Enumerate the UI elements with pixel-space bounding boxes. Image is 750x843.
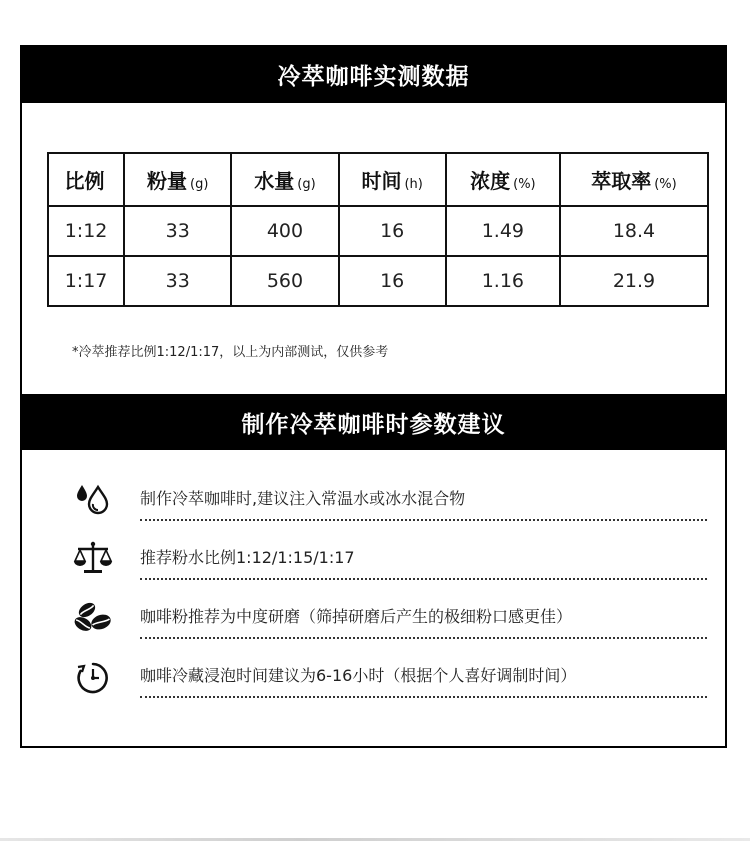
dotted-divider: [140, 696, 707, 698]
table-header-row: [48, 153, 708, 206]
table-cell: 16: [339, 206, 446, 256]
test-note: *冷萃推荐比例1:12/1:17，以上为内部测试，仅供参考: [72, 345, 389, 360]
page-bottom-divider: [0, 838, 750, 841]
stopwatch-icon: [72, 658, 114, 694]
table-row: [48, 206, 708, 256]
table-cell: 33: [124, 256, 231, 306]
tip-text: 咖啡粉推荐为中度研磨（筛掉研磨后产生的极细粉口感更佳）: [140, 607, 573, 626]
table-cell: 18.4: [560, 206, 708, 256]
table-cell: 1:12: [48, 206, 124, 256]
dotted-divider: [140, 578, 707, 580]
table-cell: 400: [231, 206, 338, 256]
section-header-test-data: [20, 45, 727, 103]
list-item: [72, 593, 662, 652]
coffee-beans-icon: [72, 599, 114, 635]
list-item: [72, 652, 662, 711]
table-cell: 33: [124, 206, 231, 256]
table-cell: 560: [231, 256, 338, 306]
section-header-parameters: [20, 394, 727, 450]
list-item: [72, 534, 662, 593]
table-row: [48, 256, 708, 306]
header-extraction-rate: 萃取率 (%): [560, 153, 708, 206]
table-cell: 1.49: [446, 206, 560, 256]
table-cell: 1:17: [48, 256, 124, 306]
dotted-divider: [140, 519, 707, 521]
header-time: 时间 (h): [339, 153, 446, 206]
section-title: 制作冷萃咖啡时参数建议: [241, 411, 506, 438]
header-water-amount: 水量 (g): [231, 153, 338, 206]
table-cell: 21.9: [560, 256, 708, 306]
table-cell: 1.16: [446, 256, 560, 306]
header-ratio: 比例: [48, 153, 124, 206]
header-concentration: 浓度 (%): [446, 153, 560, 206]
tip-text: 制作冷萃咖啡时,建议注入常温水或冰水混合物: [140, 489, 466, 508]
test-data-table: [47, 152, 709, 307]
tip-text: 咖啡冷藏浸泡时间建议为6-16小时（根据个人喜好调制时间）: [140, 666, 577, 685]
tip-text: 推荐粉水比例1:12/1:15/1:17: [140, 548, 355, 567]
balance-scale-icon: [72, 540, 114, 576]
table-cell: 16: [339, 256, 446, 306]
content-frame: [20, 45, 727, 748]
section-title: 冷萃咖啡实测数据: [277, 63, 470, 90]
tips-list: [72, 475, 662, 711]
header-coffee-amount: 粉量 (g): [124, 153, 231, 206]
list-item: [72, 475, 662, 534]
dotted-divider: [140, 637, 707, 639]
water-drops-icon: [72, 481, 114, 517]
